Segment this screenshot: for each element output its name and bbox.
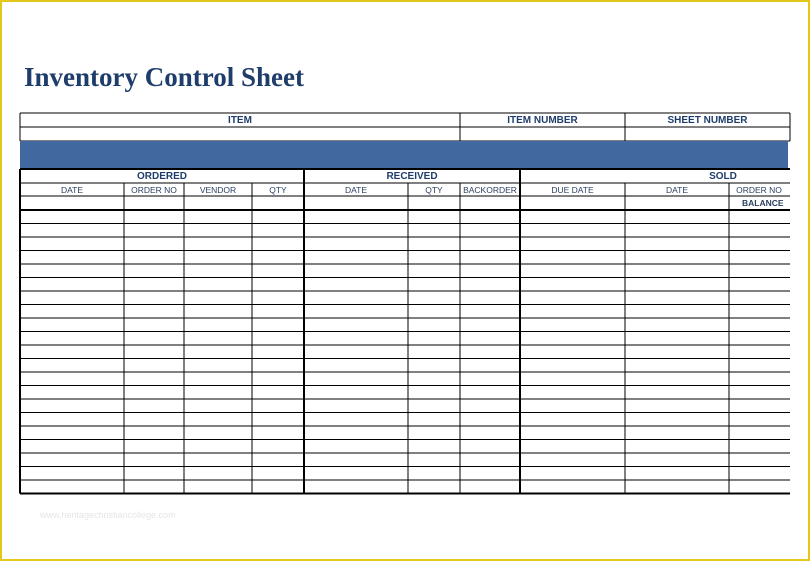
sold-date-column-header: DATE: [665, 185, 689, 195]
received-date-column-header: DATE: [344, 185, 368, 195]
page-title: Inventory Control Sheet: [24, 62, 304, 92]
ordered-order-no-column-header: ORDER NO: [131, 185, 177, 195]
received-group-label: RECEIVED: [386, 171, 438, 182]
sold-due-date-column-header: DUE DATE: [551, 185, 594, 195]
sold-order-no-column-header: ORDER NO: [736, 185, 782, 195]
ordered-vendor-column-header: VENDOR: [199, 185, 237, 195]
ordered-group-label: ORDERED: [136, 171, 187, 182]
watermark-text: www.heritagechristiancollege.com: [40, 510, 176, 520]
received-qty-column-header: QTY: [425, 185, 443, 195]
received-backorder-column-header: BACKORDER: [463, 185, 517, 195]
balance-column-header: BALANCE: [742, 198, 784, 208]
sold-group-label: SOLD: [709, 171, 737, 182]
ordered-date-column-header: DATE: [60, 185, 84, 195]
ordered-qty-column-header: QTY: [269, 185, 287, 195]
item-field-label: ITEM: [228, 115, 252, 126]
header-band: [20, 141, 788, 168]
sheet-number-field-label: SHEET NUMBER: [667, 115, 748, 126]
item-number-field-label: ITEM NUMBER: [507, 115, 578, 126]
